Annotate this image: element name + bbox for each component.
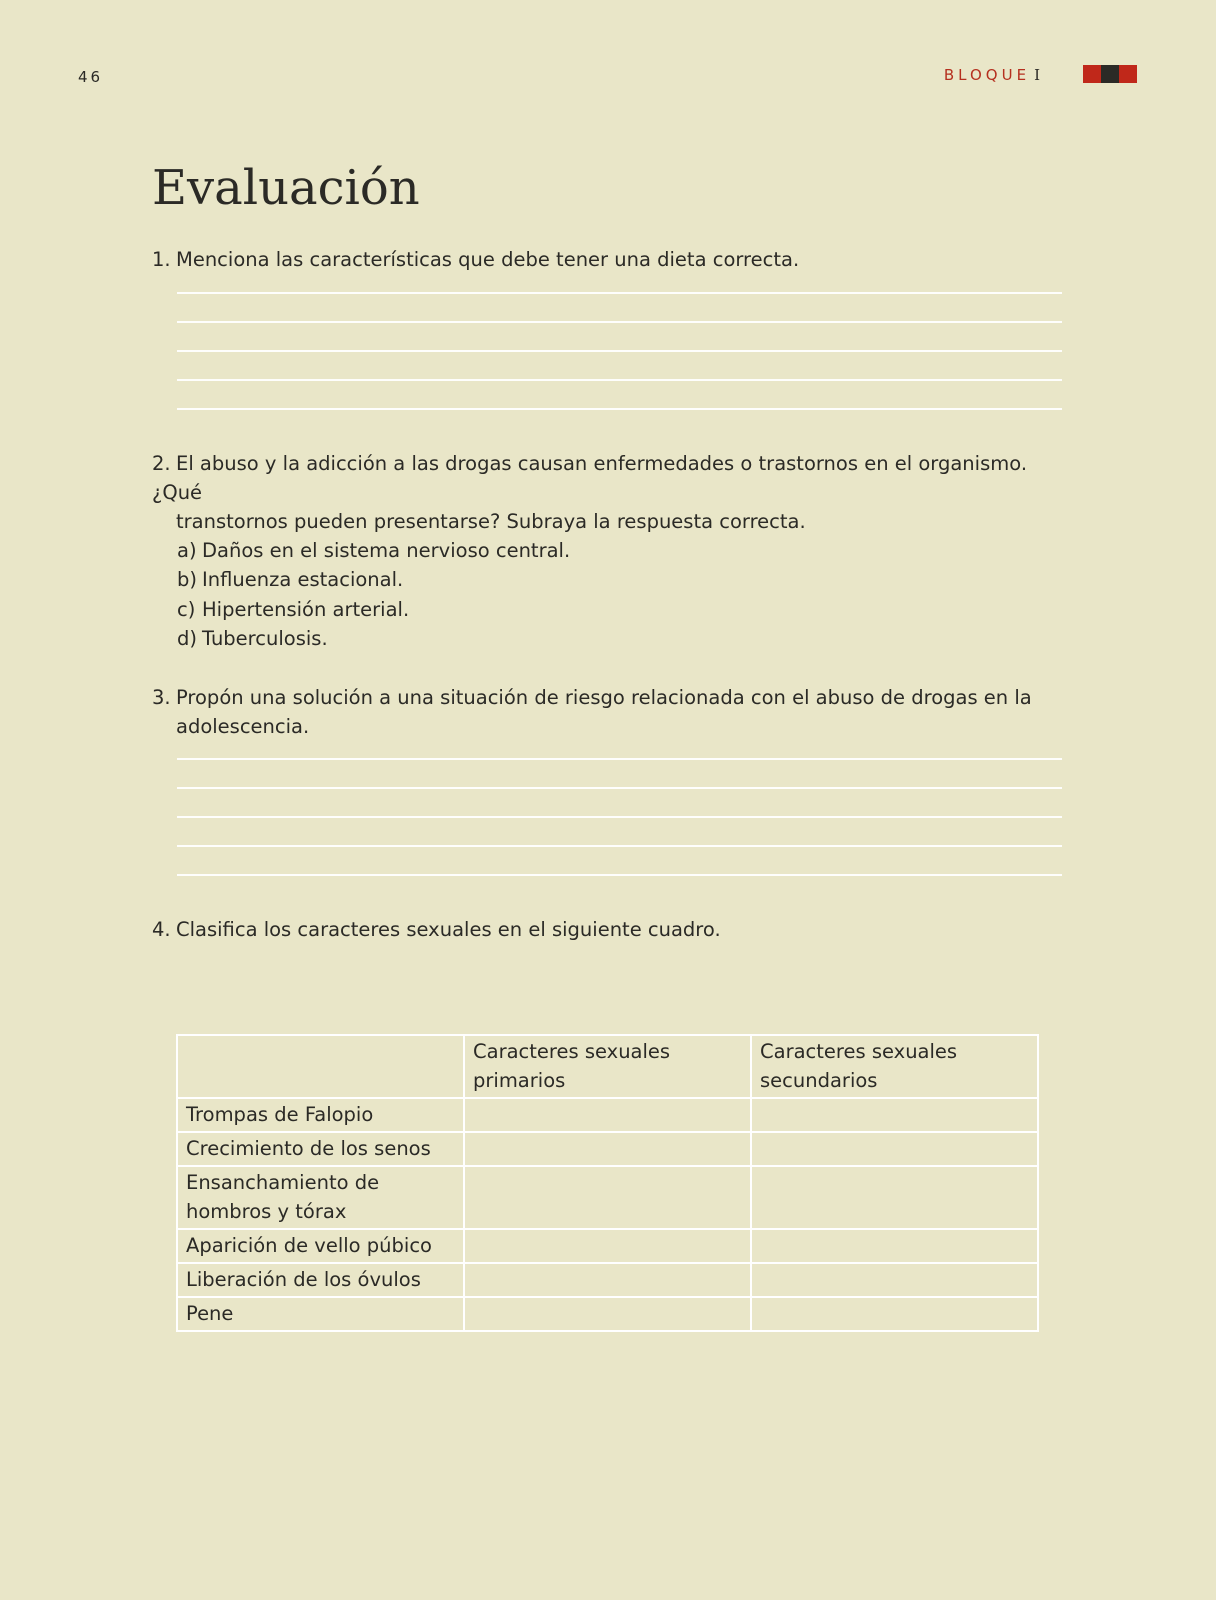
header-line: Caracteres sexuales (473, 1040, 671, 1063)
question-2 (152, 449, 1052, 536)
red-square (1119, 65, 1137, 83)
table-row (177, 1132, 1038, 1166)
option-text: Hipertensión arterial. (202, 597, 410, 621)
table-header-empty (177, 1035, 464, 1098)
answer-options (177, 536, 570, 653)
answer-line[interactable] (177, 321, 1062, 323)
red-square (1083, 65, 1101, 83)
answer-cell-secundarios[interactable] (751, 1166, 1038, 1229)
page-title: Evaluación (152, 160, 420, 216)
bloque-text: BLOQUE (943, 66, 1031, 84)
answer-lines-1[interactable] (177, 292, 1062, 437)
row-label: Trompas de Falopio (177, 1098, 464, 1132)
question-text: Clasifica los caracteres sexuales en el siguiente cuadro. (176, 918, 721, 941)
answer-cell-primarios[interactable] (464, 1229, 751, 1263)
answer-line[interactable] (177, 758, 1062, 760)
question-text-line2: transtornos pueden presentarse? Subraya la respuesta correcta. (176, 510, 806, 533)
answer-cell-primarios[interactable] (464, 1297, 751, 1331)
table-row (177, 1297, 1038, 1331)
answer-cell-secundarios[interactable] (751, 1297, 1038, 1331)
bloque-label (944, 66, 1040, 84)
answer-cell-primarios[interactable] (464, 1132, 751, 1166)
table-header-primarios (464, 1035, 751, 1098)
question-3 (152, 683, 1052, 741)
table-row (177, 1263, 1038, 1297)
row-label: Liberación de los óvulos (177, 1263, 464, 1297)
answer-cell-secundarios[interactable] (751, 1263, 1038, 1297)
table-header-secundarios (751, 1035, 1038, 1098)
classification-table (176, 1034, 1039, 1332)
answer-line[interactable] (177, 845, 1062, 847)
option-d[interactable] (177, 624, 570, 653)
answer-line[interactable] (177, 787, 1062, 789)
header-line: primarios (473, 1069, 566, 1092)
question-text: Menciona las características que debe tener una dieta correcta. (176, 248, 800, 271)
question-number: 1. (152, 248, 171, 271)
question-4 (152, 915, 1052, 944)
question-number: 2. (152, 452, 171, 475)
option-text: Daños en el sistema nervioso central. (202, 539, 571, 562)
answer-cell-secundarios[interactable] (751, 1229, 1038, 1263)
row-label: Ensanchamiento de hombros y tórax (177, 1166, 464, 1229)
answer-cell-secundarios[interactable] (751, 1098, 1038, 1132)
answer-line[interactable] (177, 379, 1062, 381)
option-a[interactable] (177, 536, 570, 565)
bloque-number: I (1034, 66, 1040, 84)
answer-cell-primarios[interactable] (464, 1098, 751, 1132)
row-label: Aparición de vello púbico (177, 1229, 464, 1263)
row-label: Crecimiento de los senos (177, 1132, 464, 1166)
option-letter: d) (177, 626, 197, 650)
answer-line[interactable] (177, 816, 1062, 818)
question-1 (152, 245, 1052, 274)
question-text-line1: El abuso y la adicción a las drogas causan enfermedades o trastornos en el organismo. ¿Qué (152, 452, 1028, 504)
row-label: Pene (177, 1297, 464, 1331)
page-number: 46 (78, 68, 104, 86)
option-c[interactable] (177, 595, 570, 624)
answer-cell-primarios[interactable] (464, 1166, 751, 1229)
answer-cell-primarios[interactable] (464, 1263, 751, 1297)
question-text-line2: adolescencia. (176, 715, 310, 738)
header-line: secundarios (760, 1069, 878, 1092)
answer-lines-3[interactable] (177, 758, 1062, 903)
header-line: Caracteres sexuales (760, 1040, 958, 1063)
option-text: Influenza estacional. (202, 568, 404, 592)
answer-line[interactable] (177, 350, 1062, 352)
table-header-row (177, 1035, 1038, 1098)
black-square (1101, 65, 1119, 83)
answer-line[interactable] (177, 874, 1062, 876)
table-row (177, 1229, 1038, 1263)
question-text-line1: Propón una solución a una situación de riesgo relacionada con el abuso de drogas en la (176, 686, 1032, 709)
answer-line[interactable] (177, 292, 1062, 294)
option-text: Tuberculosis. (202, 626, 328, 650)
option-letter: b) (177, 568, 197, 592)
option-letter: c) (177, 597, 196, 621)
table-row (177, 1098, 1038, 1132)
option-b[interactable] (177, 565, 570, 594)
answer-cell-secundarios[interactable] (751, 1132, 1038, 1166)
answer-line[interactable] (177, 408, 1062, 410)
question-number: 4. (152, 918, 171, 941)
table-row (177, 1166, 1038, 1229)
bloque-color-squares (1083, 65, 1137, 83)
question-number: 3. (152, 686, 171, 709)
option-letter: a) (177, 539, 197, 562)
